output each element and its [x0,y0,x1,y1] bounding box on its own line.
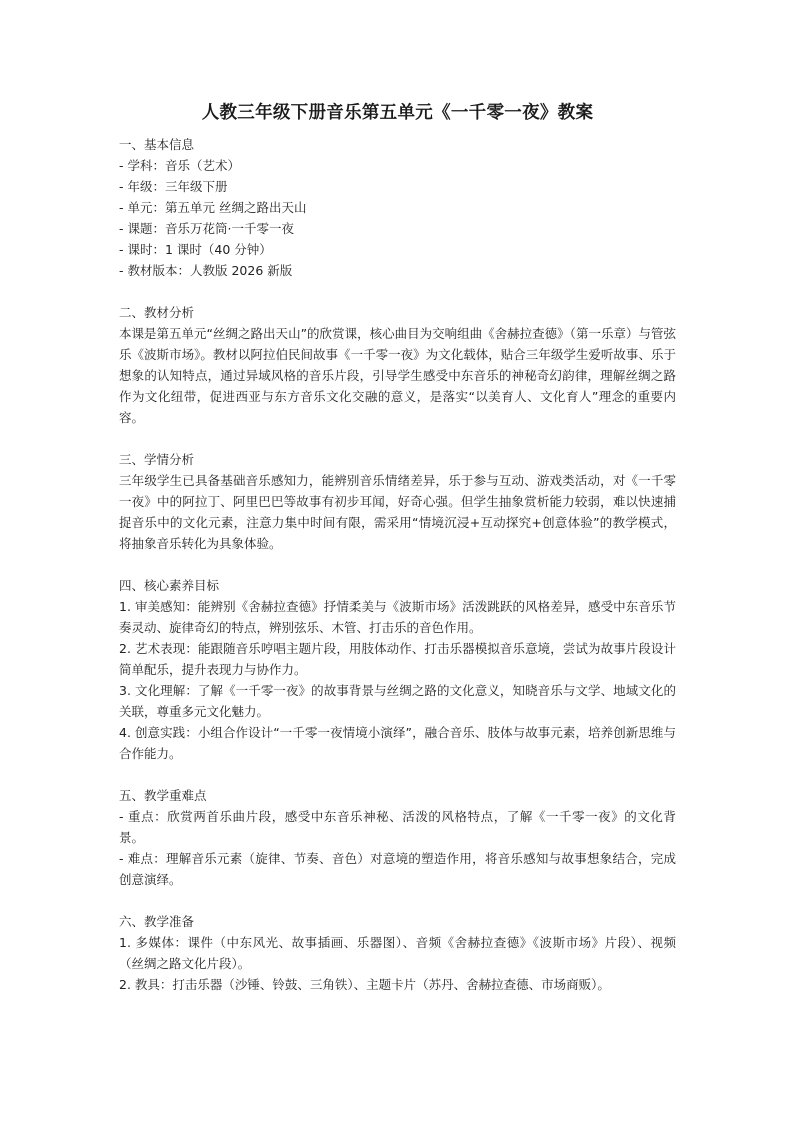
section-key-difficult-points [119,785,676,890]
section-core-goals [119,575,676,764]
prep-teaching-aids: 2. 教具：打击乐器（沙锤、铃鼓、三角铁）、主题卡片（苏丹、舍赫拉查德、市场商贩）。 [119,977,610,992]
section-teaching-preparation [119,911,676,995]
info-unit: - 单元：第五单元 丝绸之路出天山 [119,200,307,215]
goal-aesthetic-perception: 1. 审美感知：能辨别《舍赫拉查德》抒情柔美与《波斯市场》活泼跳跃的风格差异，感受中东音乐节奏灵动、旋律奇幻的特点，辨别弦乐、木管、打击乐的音色作用。 [119,599,676,635]
section-student-analysis [119,449,676,554]
section-heading: 二、教材分析 [119,305,195,320]
textbook-analysis-paragraph: 本课是第五单元“丝绸之路出天山”的欣赏课，核心曲目为交响组曲《舍赫拉查德》（第一乐章）与管弦乐《波斯市场》。教材以阿拉伯民间故事《一千零一夜》为文化载体，贴合三年级学生爱听故事、乐于想象的认知特点，通过异域风格的音乐片段，引导学生感受中东音乐的神秘奇幻韵律，理解丝绸之路作为文化纽带，促进西亚与东方音乐文化交融的意义，是落实“以美育人、文化育人”理念的重要内容。 [119,326,676,425]
student-analysis-paragraph: 三年级学生已具备基础音乐感知力，能辨别音乐情绪差异，乐于参与互动、游戏类活动，对《一千零一夜》中的阿拉丁、阿里巴巴等故事有初步耳闻，好奇心强。但学生抽象赏析能力较弱，难以快速捕捉音乐中的文化元素，注意力集中时间有限，需采用“情境沉浸+互动探究+创意体验”的教学模式，将抽象音乐转化为具象体验。 [119,473,676,551]
prep-multimedia: 1. 多媒体：课件（中东风光、故事插画、乐器图）、音频《舍赫拉查德》《波斯市场》片段）、视频（丝绸之路文化片段）。 [119,935,676,971]
goal-cultural-understanding: 3. 文化理解：了解《一千零一夜》的故事背景与丝绸之路的文化意义，知晓音乐与文学、地域文化的关联，尊重多元文化魅力。 [119,683,676,719]
info-duration: - 课时：1 课时（40 分钟） [119,242,272,257]
key-point: - 重点：欣赏两首乐曲片段，感受中东音乐神秘、活泼的风格特点，了解《一千零一夜》的文化背景。 [119,809,676,845]
info-topic: - 课题：音乐万花筒·一千零一夜 [119,221,294,236]
info-grade: - 年级：三年级下册 [119,179,228,194]
section-basic-info [119,134,676,281]
difficult-point: - 难点：理解音乐元素（旋律、节奏、音色）对意境的塑造作用，将音乐感知与故事想象结合，完成创意演绎。 [119,851,676,887]
section-heading: 三、学情分析 [119,452,195,467]
document-title: 人教三年级下册音乐第五单元《一千零一夜》教案 [201,103,594,123]
document-body [119,100,676,1016]
info-subject: - 学科：音乐（艺术） [119,158,240,173]
section-textbook-analysis [119,302,676,428]
goal-artistic-expression: 2. 艺术表现：能跟随音乐哼唱主题片段，用肢体动作、打击乐器模拟音乐意境，尝试为故事片段设计简单配乐，提升表现力与协作力。 [119,641,676,677]
goal-creative-practice: 4. 创意实践：小组合作设计“一千零一夜情境小演绎”，融合音乐、肢体与故事元素，培养创新思维与合作能力。 [119,725,676,761]
info-textbook-edition: - 教材版本：人教版 2026 新版 [119,263,293,278]
section-heading: 四、核心素养目标 [119,578,220,593]
section-heading: 一、基本信息 [119,137,195,152]
section-heading: 六、教学准备 [119,914,195,929]
section-heading: 五、教学重难点 [119,788,207,803]
